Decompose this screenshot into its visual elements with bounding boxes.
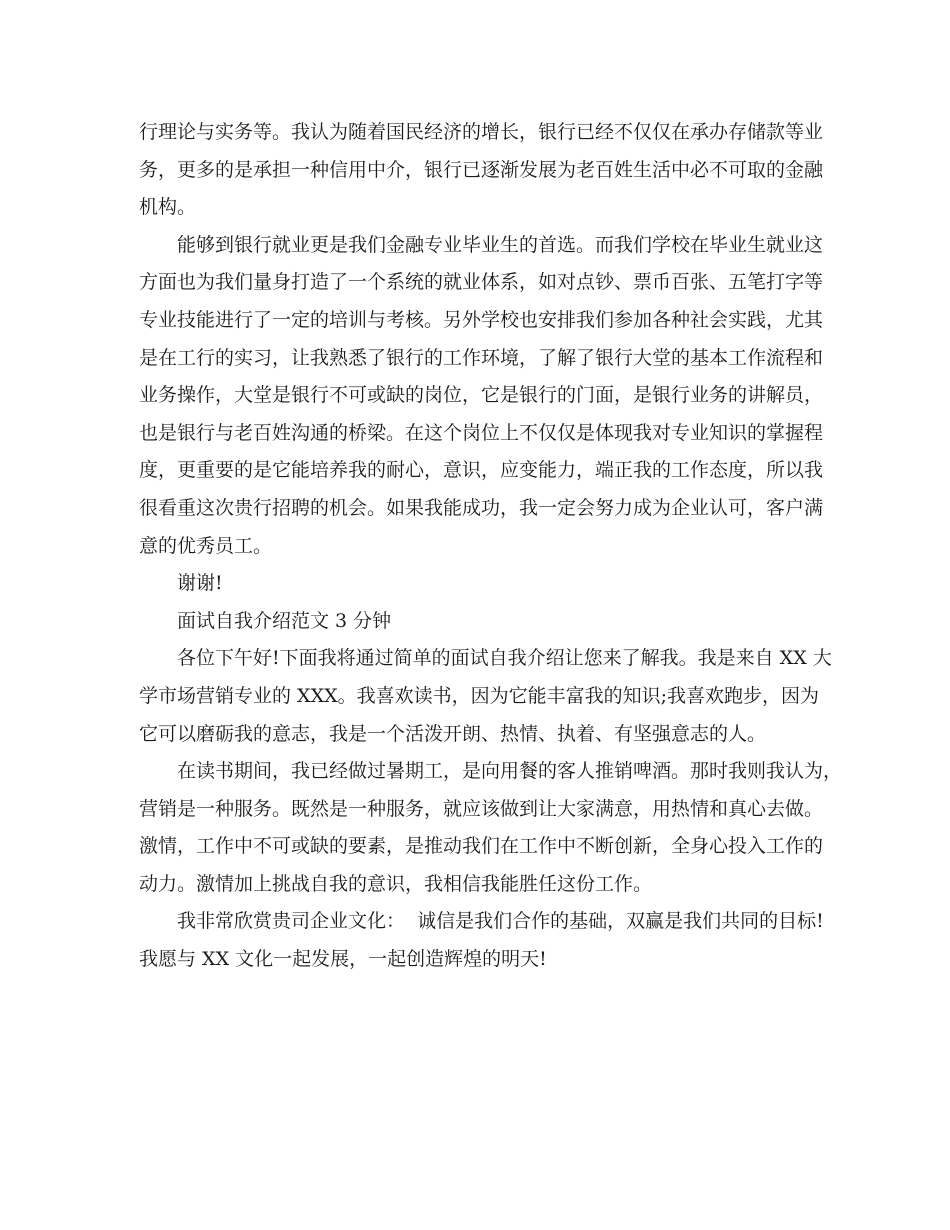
paragraph-start-line: 能够到银行就业更是我们金融专业毕业生的首选。而我们学校在毕业生就业这 (177, 233, 824, 256)
paragraph-start-line: 各位下午好!下面我将通过简单的面试自我介绍让您来了解我。我是来自 XX 大 (177, 647, 832, 670)
document-body (139, 114, 843, 979)
section-heading: 面试自我介绍范文 3 分钟 (177, 609, 392, 632)
text-line: 我愿与 XX 文化一起发展，一起创造辉煌的明天! (139, 948, 547, 971)
text-line: 专业技能进行了一定的培训与考核。另外学校也安排我们参加各种社会实践，尤其 (139, 308, 824, 331)
paragraph-start-line: 在读书期间，我已经做过暑期工，是向用餐的客人推销啤酒。那时我则我认为， (177, 760, 843, 783)
paragraph-start-line: 我非常欣赏贵司企业文化： 诚信是我们合作的基础，双赢是我们共同的目标! (177, 910, 824, 933)
text-line: 也是银行与老百姓沟通的桥梁。在这个岗位上不仅仅是体现我对专业知识的掌握程 (139, 421, 824, 444)
text-line: 营销是一种服务。既然是一种服务，就应该做到让大家满意，用热情和真心去做。 (139, 797, 824, 820)
text-line: 务，更多的是承担一种信用中介，银行已逐渐发展为老百姓生活中必不可取的金融 (139, 158, 824, 181)
text-line: 激情，工作中不可或缺的要素，是推动我们在工作中不断创新，全身心投入工作的 (139, 835, 824, 858)
text-line: 学市场营销专业的 XXX。我喜欢读书，因为它能丰富我的知识;我喜欢跑步，因为 (139, 684, 820, 707)
text-line: 机构。 (139, 196, 197, 219)
text-line: 方面也为我们量身打造了一个系统的就业体系，如对点钞、票币百张、五笔打字等 (139, 271, 824, 294)
text-line: 度，更重要的是它能培养我的耐心，意识，应变能力，端正我的工作态度，所以我 (139, 459, 824, 482)
text-line: 很看重这次贵行招聘的机会。如果我能成功，我一定会努力成为企业认可，客户满 (139, 496, 824, 519)
thanks-line: 谢谢! (177, 572, 223, 595)
text-line: 业务操作，大堂是银行不可或缺的岗位，它是银行的门面，是银行业务的讲解员， (139, 384, 824, 407)
text-line: 动力。激情加上挑战自我的意识，我相信我能胜任这份工作。 (139, 872, 653, 895)
text-line: 它可以磨砺我的意志，我是一个活泼开朗、热情、执着、有坚强意志的人。 (139, 722, 767, 745)
text-line: 是在工行的实习，让我熟悉了银行的工作环境，了解了银行大堂的基本工作流程和 (139, 346, 824, 369)
text-line: 意的优秀员工。 (139, 534, 273, 557)
text-line: 行理论与实务等。我认为随着国民经济的增长，银行已经不仅仅在承办存储款等业 (139, 121, 824, 143)
